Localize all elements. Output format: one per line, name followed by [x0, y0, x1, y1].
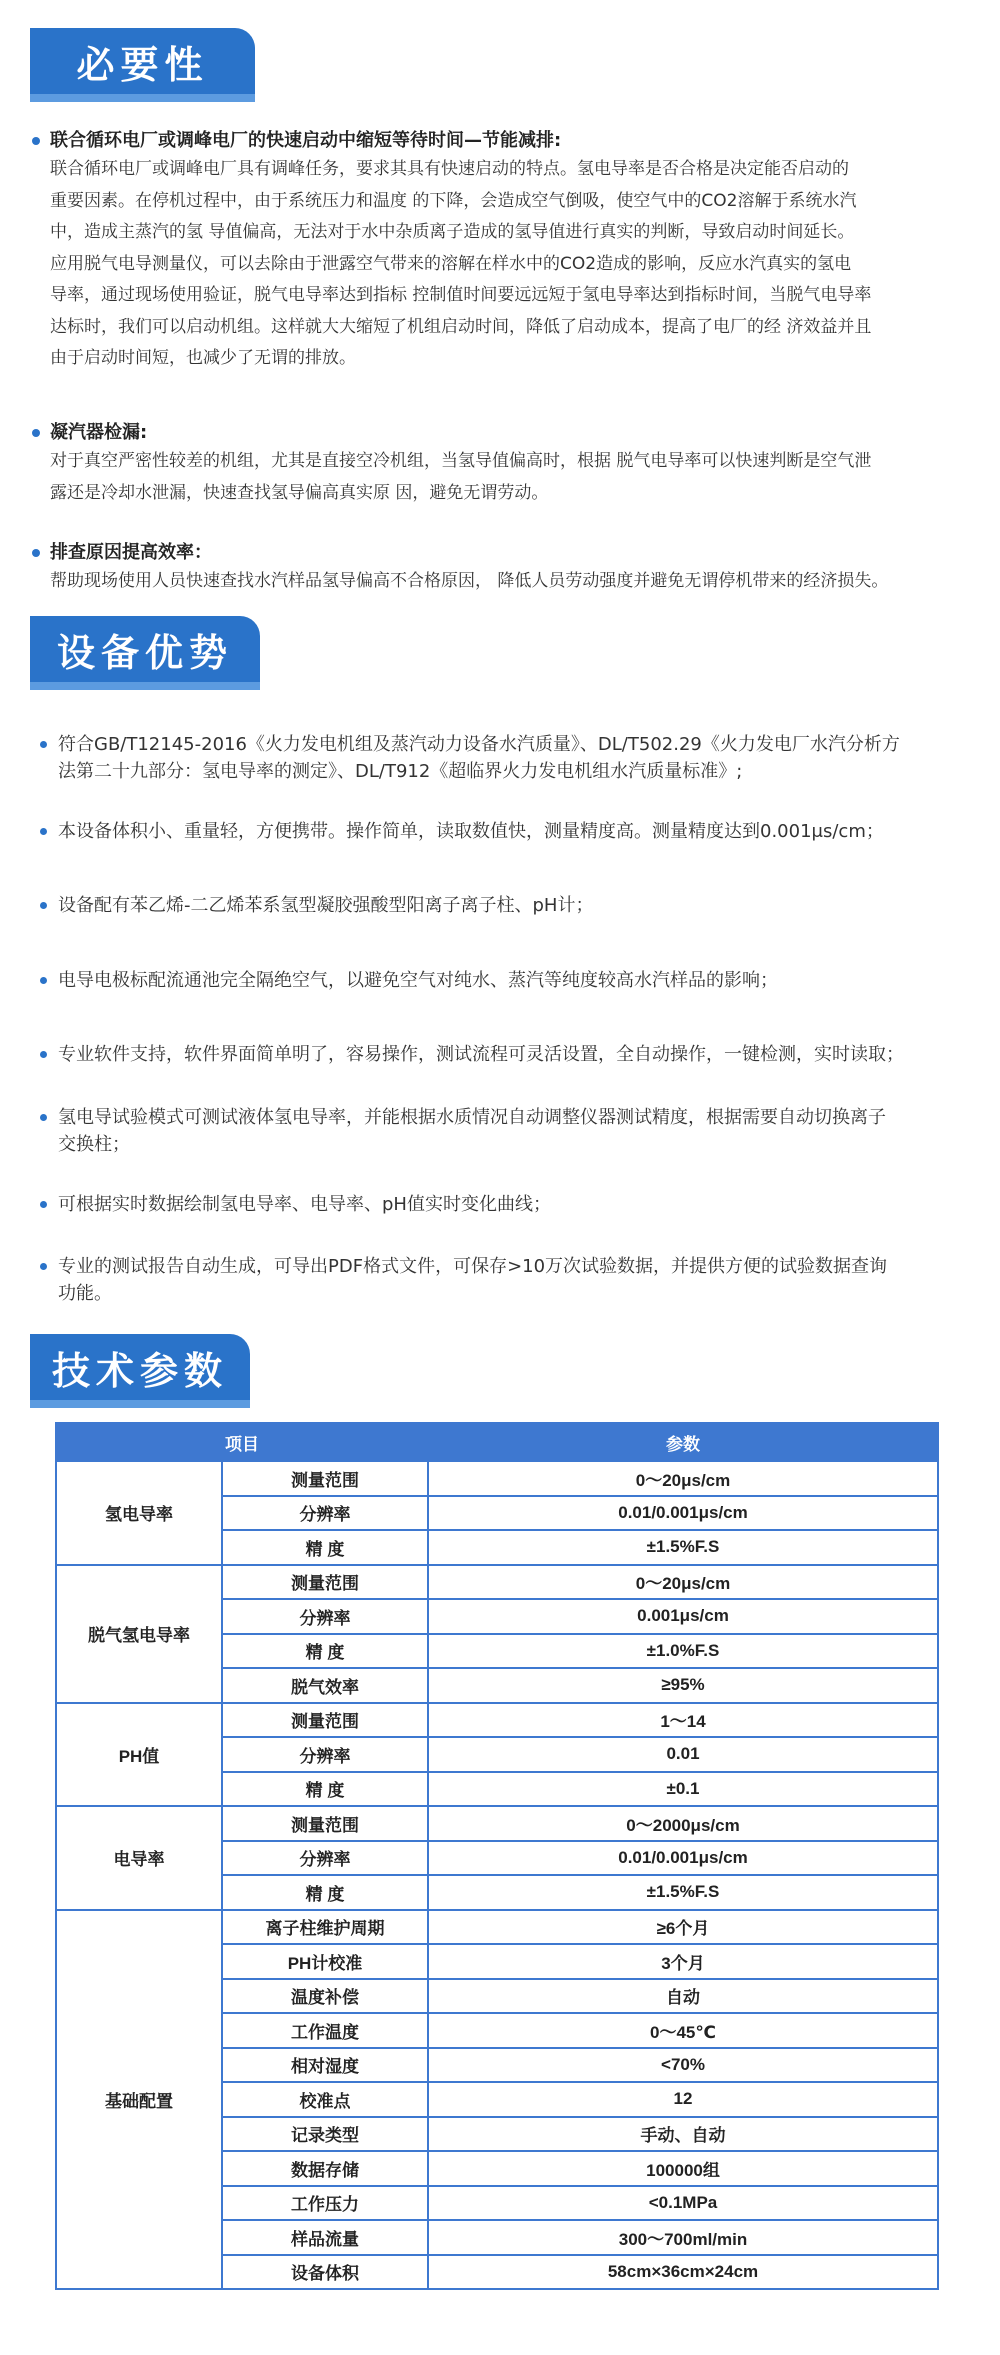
param-name: PH计校准	[222, 1944, 428, 1979]
advantage-item	[58, 967, 960, 994]
text-line: 中，造成主蒸汽的氢 导值偏高，无法对于水中杂质离子造成的氢导值进行真实的判断，导致启动时间延长。	[50, 222, 855, 242]
necessity-body	[50, 154, 950, 375]
text-line: 露还是冷却水泄漏，快速查找氢导偏高真实原 因，避免无谓劳动。	[50, 482, 549, 503]
param-name: 测量范围	[222, 1461, 428, 1496]
param-name: 工作温度	[222, 2013, 428, 2048]
parameters-table	[55, 1422, 939, 2290]
text-line: 设备配有苯乙烯-二乙烯苯系氢型凝胶强酸型阳离子离子柱、pH计；	[58, 895, 594, 916]
table-row	[56, 1703, 938, 1738]
param-name: 精 度	[222, 1875, 428, 1910]
advantage-item	[58, 818, 960, 845]
bullet-dot-icon	[40, 828, 47, 835]
text-line: 由于启动时间短，也减少了无谓的排放。	[50, 348, 356, 368]
group-label: 氢电导率	[56, 1461, 222, 1565]
bullet-dot-icon	[40, 1201, 47, 1208]
param-value: 手动、自动	[428, 2117, 938, 2152]
param-name: 离子柱维护周期	[222, 1910, 428, 1945]
group-label: 电导率	[56, 1806, 222, 1910]
necessity-body	[50, 566, 950, 598]
param-value: 12	[428, 2082, 938, 2117]
text-line: 联合循环电厂或调峰电厂具有调峰任务，要求其具有快速启动的特点。氢电导率是否合格是决定能否启动的	[50, 159, 849, 179]
param-value: 0.01/0.001μs/cm	[428, 1841, 938, 1876]
param-name: 设备体积	[222, 2255, 428, 2290]
header-param: 参数	[428, 1423, 938, 1461]
text-line: 功能。	[58, 1283, 112, 1304]
text-line: 氢电导试验模式可测试液体氢电导率，并能根据水质情况自动调整仪器测试精度，根据需要自动切换离子	[58, 1107, 886, 1128]
group-label: 基础配置	[56, 1910, 222, 2290]
bullet-dot-icon	[40, 977, 47, 984]
bullet-dot-icon	[40, 1263, 47, 1270]
advantage-item	[58, 1191, 960, 1218]
param-name: 相对湿度	[222, 2048, 428, 2083]
param-value: ±1.0%F.S	[428, 1634, 938, 1669]
text-line: 交换柱；	[58, 1134, 130, 1155]
param-value: <0.1MPa	[428, 2186, 938, 2221]
group-label: 脱气氢电导率	[56, 1565, 222, 1703]
param-name: 测量范围	[222, 1565, 428, 1600]
necessity-head: 排查原因提高效率：	[50, 542, 212, 563]
param-name: 精 度	[222, 1634, 428, 1669]
text-line: 导率，通过现场使用验证，脱气电导率达到指标 控制值时间要远远短于氢电导率达到指标时间，当脱气电导率	[50, 285, 872, 305]
text-line: 法第二十九部分：氢电导率的测定》、DL/T912《超临界火力发电机组水汽质量标准》;	[58, 761, 743, 782]
param-name: 分辨率	[222, 1737, 428, 1772]
text-line: 帮助现场使用人员快速查找水汽样品氢导偏高不合格原因， 降低人员劳动强度并避免无谓停机带来的经济损失。	[50, 571, 889, 591]
advantage-item	[58, 892, 960, 919]
param-value: 0～45℃	[428, 2013, 938, 2048]
table-row	[56, 1910, 938, 1945]
param-name: 数据存储	[222, 2151, 428, 2186]
param-value: 0.01/0.001μs/cm	[428, 1496, 938, 1531]
text-line: 电导电极标配流通池完全隔绝空气，以避免空气对纯水、蒸汽等纯度较高水汽样品的影响；	[58, 970, 778, 991]
section-title-advantages: 设备优势	[30, 616, 260, 682]
param-value: 0.001μs/cm	[428, 1599, 938, 1634]
necessity-item-3	[50, 540, 950, 598]
advantage-item	[58, 1041, 960, 1068]
param-name: 校准点	[222, 2082, 428, 2117]
param-name: 脱气效率	[222, 1668, 428, 1703]
param-name: 工作压力	[222, 2186, 428, 2221]
param-value: 0～20μs/cm	[428, 1565, 938, 1600]
table-row	[56, 1806, 938, 1841]
param-name: 温度补偿	[222, 1979, 428, 2014]
param-value: ±1.5%F.S	[428, 1875, 938, 1910]
param-value: ≥95%	[428, 1668, 938, 1703]
advantage-item	[58, 1104, 960, 1158]
param-value: 100000组	[428, 2151, 938, 2186]
param-value: 58cm×36cm×24cm	[428, 2255, 938, 2290]
group-label: PH值	[56, 1703, 222, 1807]
necessity-head: 联合循环电厂或调峰电厂的快速启动中缩短等待时间—节能减排:	[50, 130, 562, 151]
bullet-dot-icon	[40, 741, 47, 748]
param-name: 分辨率	[222, 1496, 428, 1531]
necessity-item-2	[50, 420, 950, 509]
necessity-head: 凝汽器检漏:	[50, 422, 148, 443]
param-value: <70%	[428, 2048, 938, 2083]
header-item: 项目	[56, 1423, 428, 1461]
bullet-dot-icon	[32, 137, 40, 145]
param-name: 精 度	[222, 1772, 428, 1807]
text-line: 重要因素。在停机过程中，由于系统压力和温度 的下降，会造成空气倒吸，使空气中的CO2溶解于系统水汽	[50, 190, 857, 211]
text-line: 应用脱气电导测量仪，可以去除由于泄露空气带来的溶解在样水中的CO2造成的影响，反应水汽真实的氢电	[50, 253, 852, 274]
param-value: ≥6个月	[428, 1910, 938, 1945]
param-name: 记录类型	[222, 2117, 428, 2152]
bullet-dot-icon	[40, 1114, 47, 1121]
param-name: 精 度	[222, 1530, 428, 1565]
param-name: 测量范围	[222, 1806, 428, 1841]
text-line: 达标时，我们可以启动机组。这样就大大缩短了机组启动时间，降低了启动成本，提高了电厂的经 济效益并且	[50, 316, 872, 337]
param-name: 测量范围	[222, 1703, 428, 1738]
bullet-dot-icon	[32, 549, 40, 557]
param-value: ±0.1	[428, 1772, 938, 1807]
param-value: 0～2000μs/cm	[428, 1806, 938, 1841]
param-name: 分辨率	[222, 1841, 428, 1876]
section-title-parameters: 技术参数	[30, 1334, 250, 1400]
text-line: 可根据实时数据绘制氢电导率、电导率、pH值实时变化曲线；	[58, 1194, 551, 1215]
table-row	[56, 1565, 938, 1600]
necessity-body	[50, 446, 950, 509]
text-line: 专业的测试报告自动生成，可导出PDF格式文件，可保存>10万次试验数据，并提供方便的试验数据查询	[58, 1256, 888, 1277]
bullet-dot-icon	[40, 902, 47, 909]
table-row	[56, 1461, 938, 1496]
advantage-item	[58, 731, 960, 785]
advantage-item	[58, 1253, 960, 1307]
param-value: 1～14	[428, 1703, 938, 1738]
text-line: 专业软件支持，软件界面简单明了，容易操作，测试流程可灵活设置，全自动操作，一键检测，实时读取；	[58, 1044, 904, 1065]
bullet-dot-icon	[32, 429, 40, 437]
param-value: ±1.5%F.S	[428, 1530, 938, 1565]
necessity-item-1	[50, 128, 950, 375]
param-value: 0～20μs/cm	[428, 1461, 938, 1496]
param-name: 分辨率	[222, 1599, 428, 1634]
param-value: 300～700ml/min	[428, 2220, 938, 2255]
param-value: 3个月	[428, 1944, 938, 1979]
text-line: 本设备体积小、重量轻，方便携带。操作简单，读取数值快，测量精度高。测量精度达到0.001μs/cm；	[58, 821, 884, 842]
param-value: 0.01	[428, 1737, 938, 1772]
text-line: 符合GB/T12145-2016《火力发电机组及蒸汽动力设备水汽质量》、DL/T502.29《火力发电厂水汽分析方	[58, 734, 900, 755]
param-value: 自动	[428, 1979, 938, 2014]
text-line: 对于真空严密性较差的机组，尤其是直接空冷机组，当氢导值偏高时，根据 脱气电导率可以快速判断是空气泄	[50, 451, 872, 471]
section-title-necessity: 必要性	[30, 28, 255, 94]
param-name: 样品流量	[222, 2220, 428, 2255]
table-header-row	[56, 1423, 938, 1461]
bullet-dot-icon	[40, 1051, 47, 1058]
